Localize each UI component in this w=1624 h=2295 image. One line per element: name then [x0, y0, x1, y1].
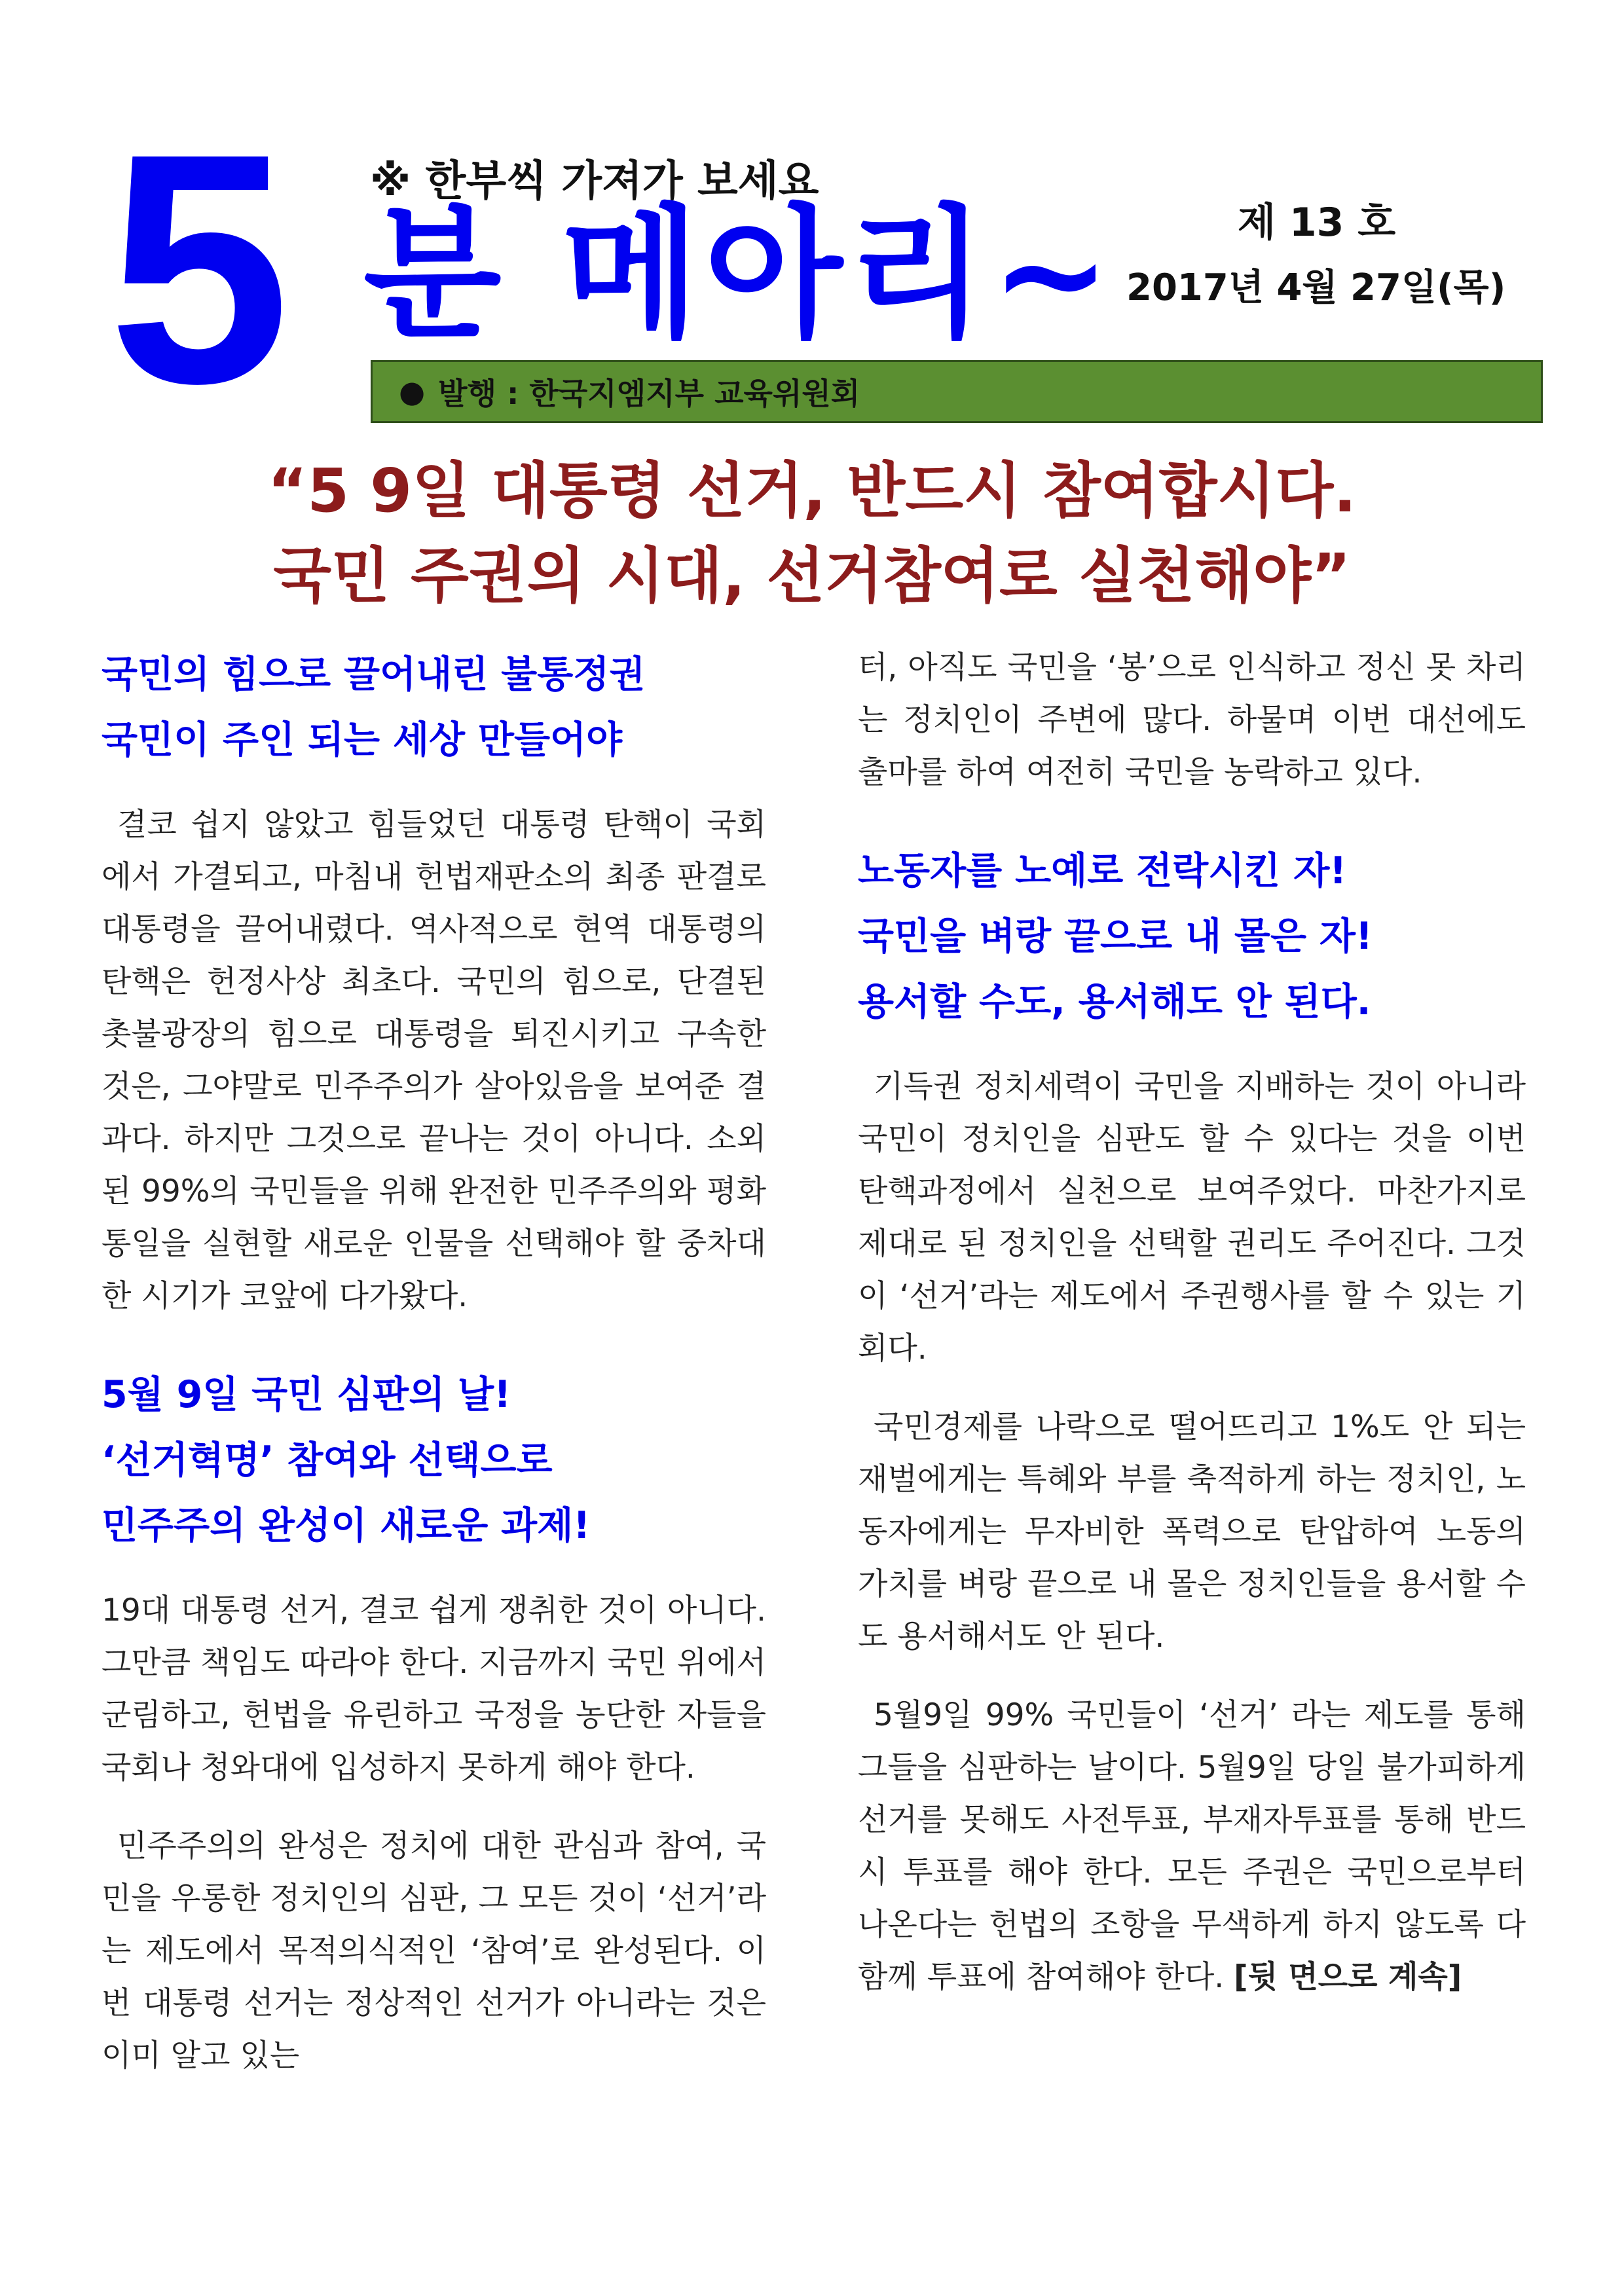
subheading-line: 민주주의 완성이 새로운 과제! [101, 1504, 591, 1547]
body-paragraph: 민주주의의 완성은 정치에 대한 관심과 참여, 국민을 우롱한 정치인의 심판, 그 모든 것이 ‘선거’라는 제도에서 목적의식적인 ‘참여’로 완성된다. 이번 대통령 선거는 정상적인 선거가 아니라는 것은 이미 알고 있는 [101, 1828, 766, 2074]
body-paragraph: 19대 대통령 선거, 결코 쉽게 쟁취한 것이 아니다. 그만큼 책임도 따라야 한다. 지금까지 국민 위에서 군림하고, 헌법을 유린하고 국정을 농단한 자들을 국회나 청와대에 입성하지 못하게 해야 한다. [101, 1592, 766, 1786]
left-column [101, 642, 766, 2082]
paragraph-text: 5월9일 99% 국민들이 ‘선거’ 라는 제도를 통해 그들을 심판하는 날이다. 5월9일 당일 불가피하게 선거를 못해도 사전투표, 부재자투표를 통해 반드시 투표를 해야 한다. 모든 주권은 국민으로부터 나온다는 헌법의 조항을 무색하게 하지 않도록 다함께 투표에 참여해야 한다. [858, 1697, 1526, 1995]
body-paragraph: 결코 쉽지 않았고 힘들었던 대통령 탄핵이 국회에서 가결되고, 마침내 헌법재판소의 최종 판결로 대통령을 끌어내렸다. 역사적으로 현역 대통령의 탄핵은 헌정사상 최초다. 국민의 힘으로, 단결된 촛불광장의 힘으로 대통령을 퇴진시키고 구속한 것은, 그야말로 민주주의가 살아있음을 보여준 결과다. 하지만 그것으로 끝나는 것이 아니다. 소외된 99%의 국민들을 위해 완전한 민주주의와 평화통일을 실현할 새로운 인물을 선택해야 할 중차대한 시기가 코앞에 다가왔다. [101, 807, 766, 1314]
bullet-icon: ● [399, 374, 426, 409]
masthead-tagline: ※ 한부씩 가져가 보세요 [370, 157, 819, 206]
body-paragraph [858, 1689, 1526, 2004]
body-paragraph: 기득권 정치세력이 국민을 지배하는 것이 아니라 국민이 정치인을 심판도 할 수 있다는 것을 이번 탄핵과정에서 실천으로 보여주었다. 마찬가지로 제대로 된 정치인을 선택할 권리도 주어진다. 그것이 ‘선거’라는 제도에서 주권행사를 할 수 있는 기회다. [858, 1069, 1526, 1367]
publisher-bar [371, 360, 1543, 423]
headline-line-2: 국민 주권의 시대, 선거참여로 실천해야” [273, 541, 1351, 611]
headline-line-1: “5 9일 대통령 선거, 반드시 참여합시다. [267, 456, 1357, 526]
issue-date: 2017년 4월 27일(목) [1126, 266, 1506, 309]
subheading-line: 노동자를 노예로 전락시킨 자! [858, 849, 1347, 892]
publisher-text: 발행 : 한국지엠지부 교육위원회 [438, 376, 860, 411]
continued-note: [뒷 면으로 계속] [1234, 1959, 1462, 1995]
subheading-line: ‘선거혁명’ 참여와 선택으로 [101, 1439, 553, 1482]
subheading-line: 5월 9일 국민 심판의 날! [101, 1373, 511, 1416]
subheading-line: 용서할 수도, 용서해도 안 된다. [858, 980, 1371, 1023]
body-paragraph: 국민경제를 나락으로 떨어뜨리고 1%도 안 되는 재벌에게는 특혜와 부를 축적하게 하는 정치인, 노동자에게는 무자비한 폭력으로 탄압하여 노동의 가치를 벼랑 끝으로 내 몰은 정치인들을 용서할 수도 용서해서도 안 된다. [858, 1409, 1526, 1655]
subheading-line: 국민을 벼랑 끝으로 내 몰은 자! [858, 915, 1373, 958]
body-paragraph: 터, 아직도 국민을 ‘봉’으로 인식하고 정신 못 차리는 정치인이 주변에 많다. 하물며 이번 대선에도 출마를 하여 여전히 국민을 농락하고 있다. [858, 650, 1526, 790]
right-column [858, 642, 1526, 2004]
masthead-big-digit: 5 [108, 85, 284, 451]
subheading-line: 국민의 힘으로 끌어내린 불통정권 [101, 653, 646, 696]
masthead-title: 분 메아리~ [363, 192, 1116, 358]
subheading-line: 국민이 주인 되는 세상 만들어야 [101, 718, 623, 762]
issue-number: 제 13 호 [1238, 200, 1396, 246]
